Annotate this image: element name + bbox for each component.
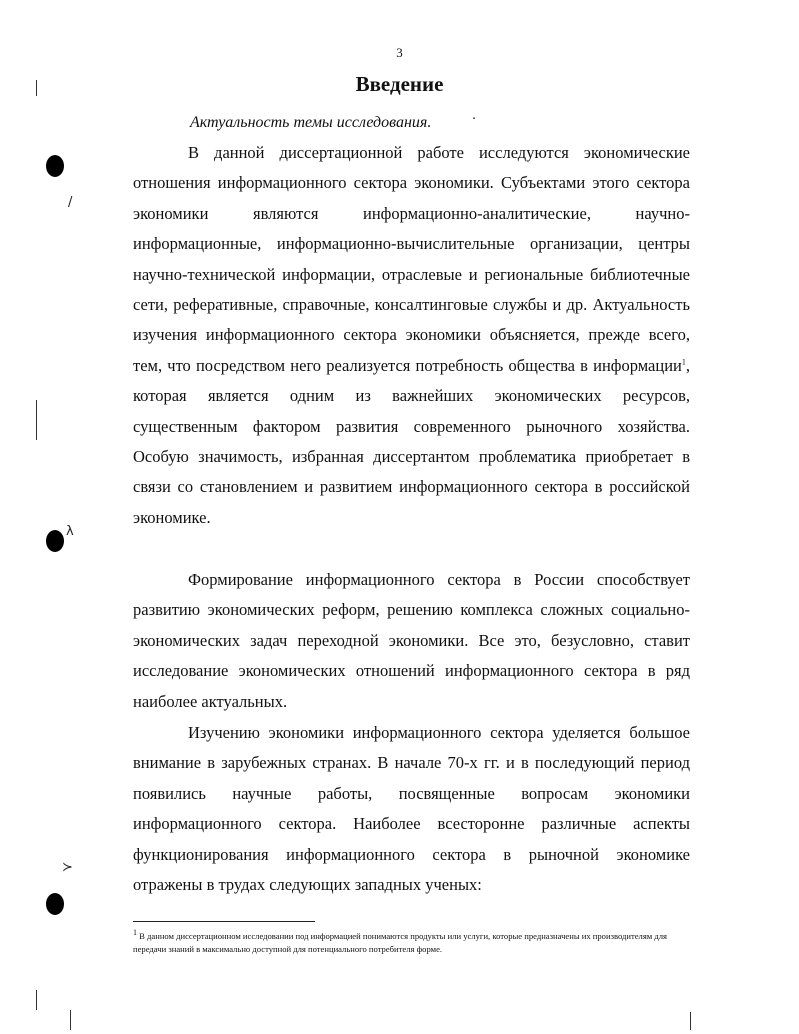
- scan-speck: λ: [66, 524, 74, 539]
- page-number: 3: [396, 45, 403, 60]
- scan-edge-mark: [36, 80, 37, 96]
- scan-speck: /: [68, 195, 73, 210]
- scan-speck: ≻: [62, 860, 73, 875]
- paragraph-1: [133, 138, 690, 533]
- page-title: Введение: [355, 72, 444, 96]
- scan-edge-mark: [36, 400, 37, 440]
- punch-hole-middle: [46, 530, 64, 552]
- scan-edge-mark: [36, 990, 37, 1010]
- paragraph-3: Изучению экономики информационного сектора уделяется большое внимание в зарубежных странах. В начале 70-х гг. и в последующий период появились научные работы, посвященные вопросам экономики информационного сектора. Наиболее всесторонне различные аспекты функционирования информационного сектора в рыночной экономике отражены в трудах следующих западных ученых:: [133, 723, 690, 895]
- section-subheading: Актуальность темы исследования.: [190, 114, 432, 131]
- punch-hole-bottom: [46, 893, 64, 915]
- footnote-text: В данном диссертационном исследовании под информацией понимаются продукты или услуги, которые предназначены их производителям для передачи знаний в максимально доступной для потенциального потребителя форме.: [133, 931, 668, 954]
- paragraph-1-text-a: В данной диссертационной работе исследуются экономические отношения информационного сектора экономики. Субъектами этого сектора экономики являются информационно-аналитические, научно-информационные, информационно-вычислительные организации, центры научно-технической информации, отраслевые и региональные библиотечные сети, реферативные, справочные, консалтинговые службы и др. Актуальность изучения информационного сектора экономики объясняется, прежде всего, тем, что посредством него реализуется потребность общества в информации: [133, 143, 690, 375]
- punch-hole-top: [46, 155, 64, 177]
- footnote-divider: [133, 921, 315, 922]
- scan-edge-mark: [690, 1012, 691, 1030]
- footnote: [133, 930, 693, 956]
- footnote-mark: 1: [133, 928, 137, 938]
- footnote-reference: 1: [681, 357, 686, 367]
- scan-edge-mark: [70, 1010, 71, 1030]
- paragraph-1-text-b: , которая является одним из важнейших экономических ресурсов, существенным фактором развития современного рыночного хозяйства. Особую значимость, избранная диссертантом проблематика приобретает в связи со становлением и развитием информационного сектора в российской экономике.: [133, 355, 690, 527]
- scan-speck: ·: [472, 112, 477, 127]
- paragraph-2: Формирование информационного сектора в России способствует развитию экономических реформ, решению комплекса сложных социально-экономических задач переходной экономики. Все это, безусловно, ставит исследование экономических отношений информационного сектора в ряд наиболее актуальных.: [133, 570, 690, 711]
